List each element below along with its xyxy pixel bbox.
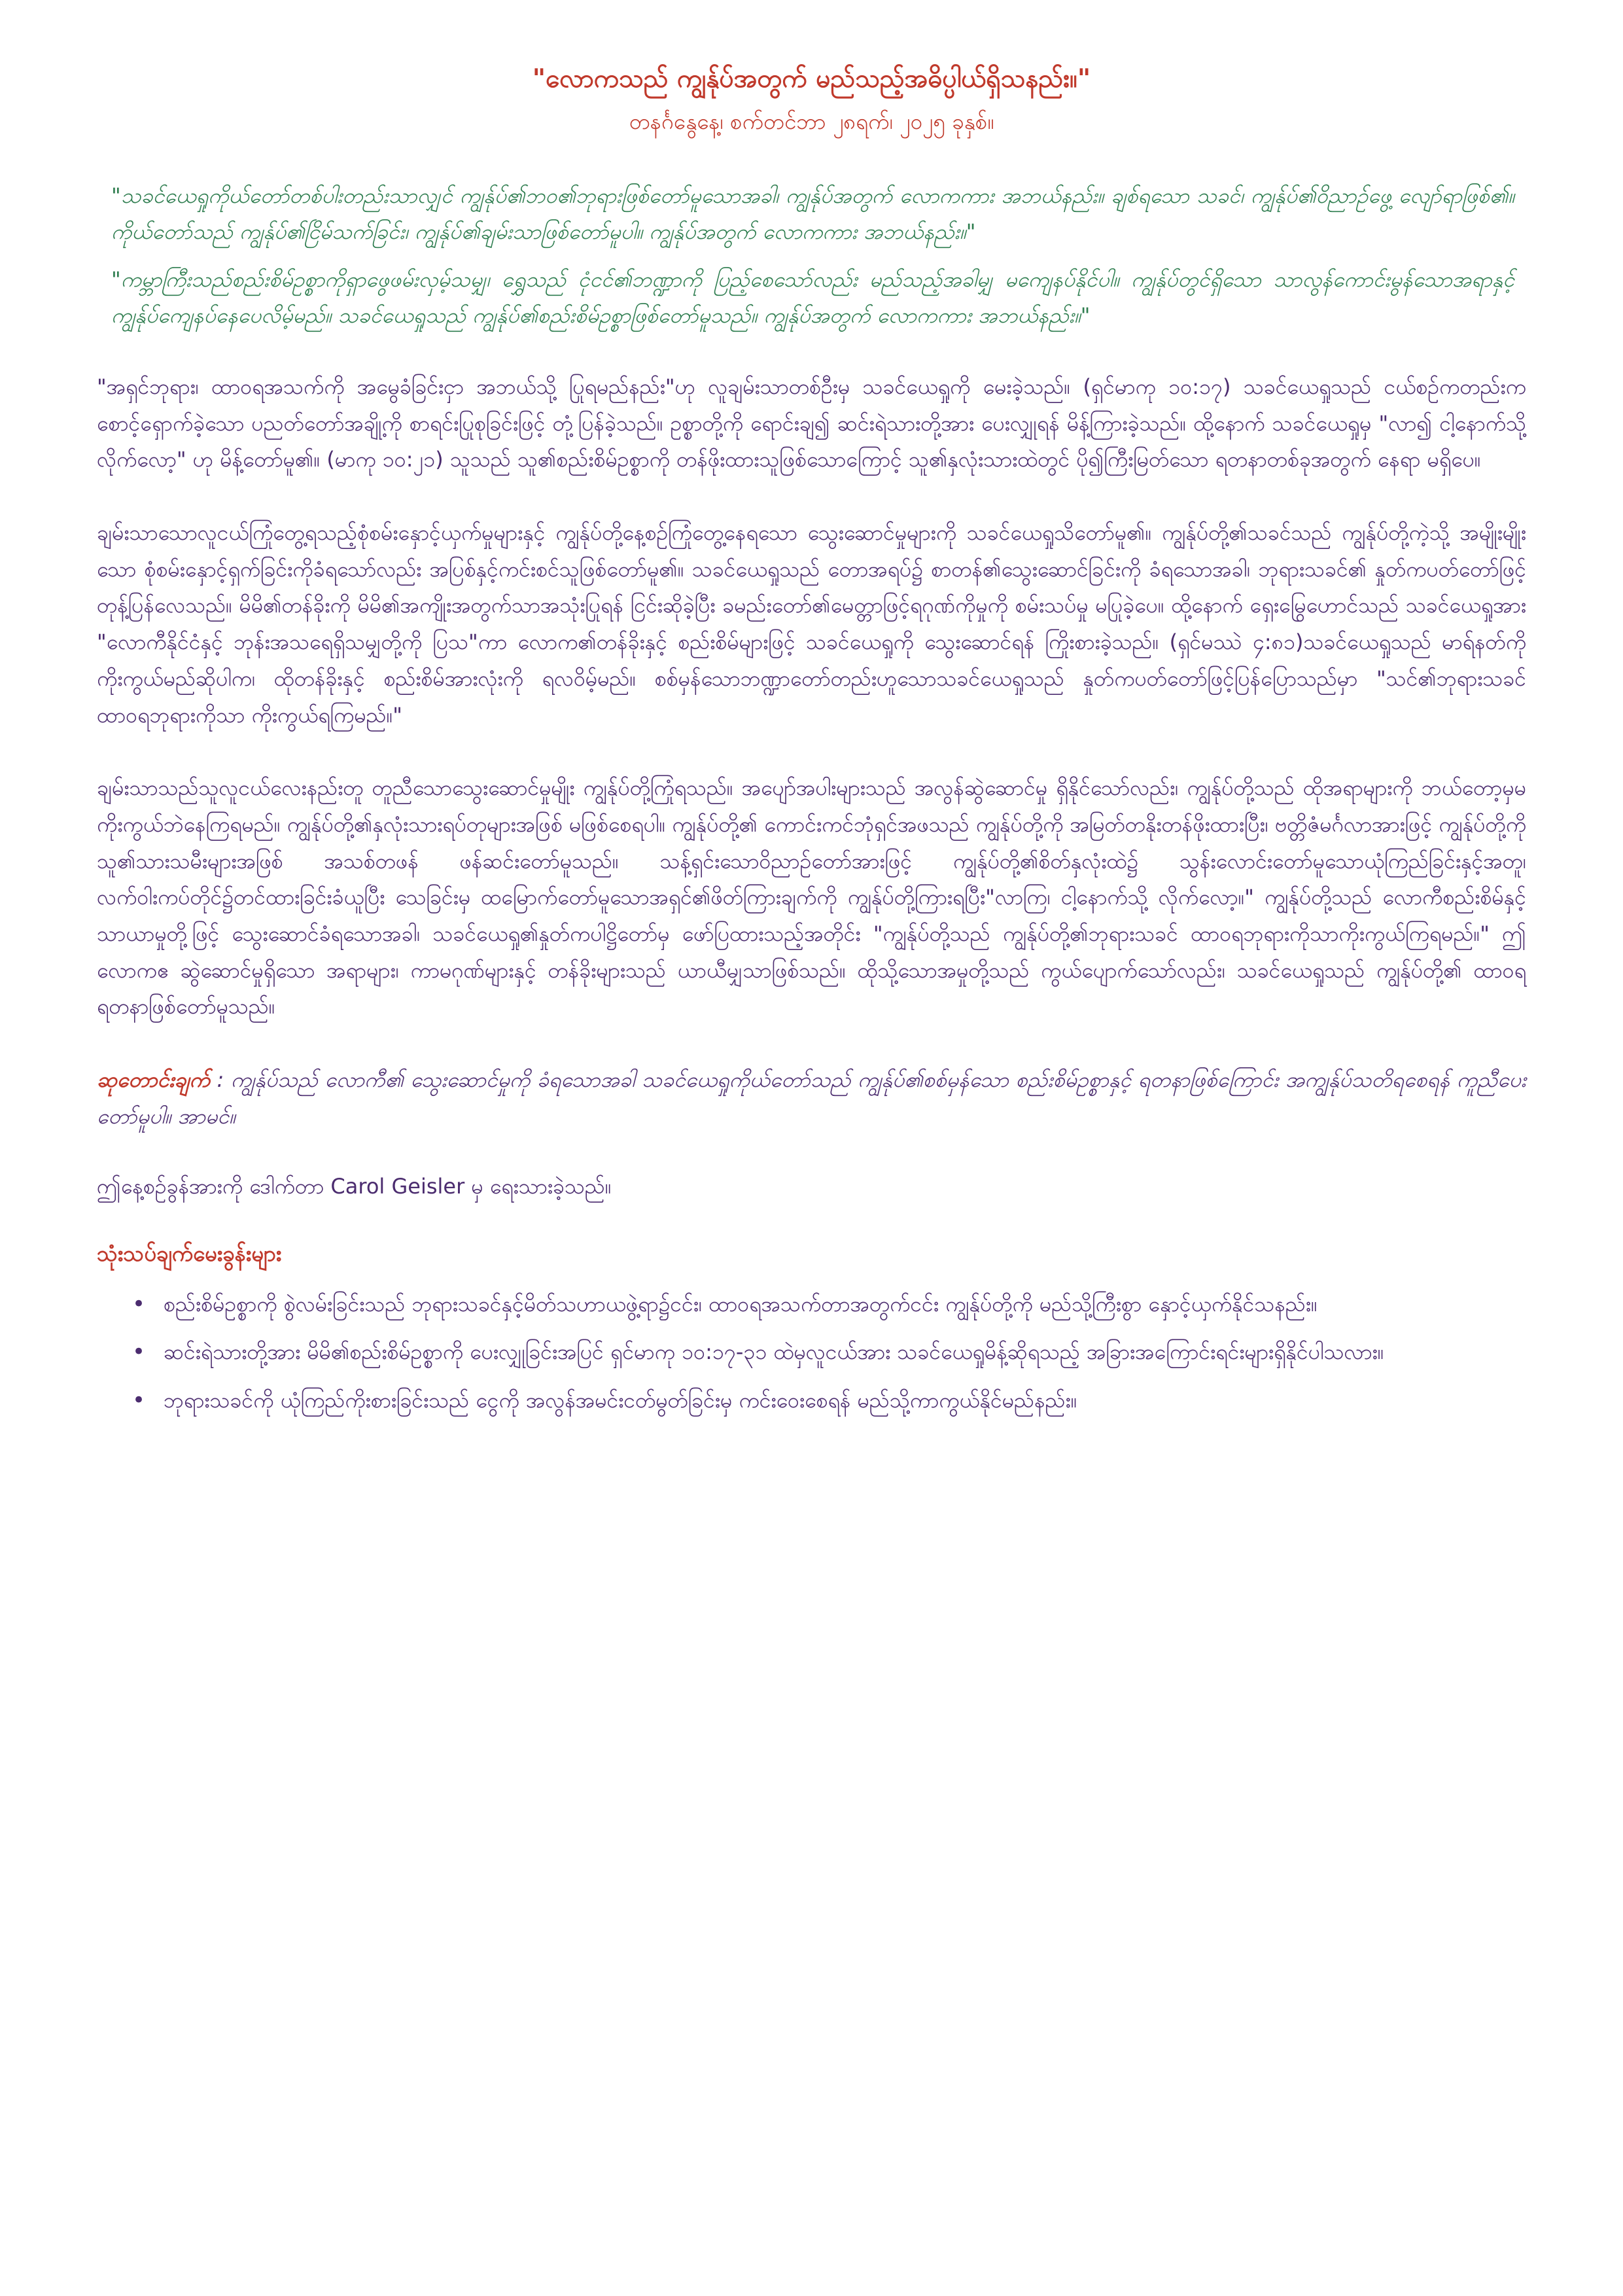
page-subtitle: တနင်္ဂနွေနေ့၊ စက်တင်ဘာ ၂၈ရက်၊ ၂၀၂၅ ခုနှစ်။ xyxy=(629,108,994,134)
scripture-quote-1: "သခင်ယေရှုကိုယ်တော်တစ်ပါးတည်းသာလျှင် ကျွန်ုပ်၏ဘဝ၏ဘုရားဖြစ်တော်မူသောအခါ၊ ကျွန်ုပ်အတွက် လောကကား အဘယ်နည်း။ ချစ်ရသော သခင်၊ ကျွန်ုပ်၏ဝိညာဉ်ဖွေ့ လျော်ရာဖြစ်၏။ ကိုယ်တော်သည် ကျွန်ုပ်၏ငြိမ်သက်ခြင်း၊ ကျွန်ုပ်၏ချမ်းသာဖြစ်တော်မူပါ။ ကျွန်ုပ်အတွက် လောကကား အဘယ်နည်း။" xyxy=(111,183,1514,245)
page-title: "လောကသည် ကျွန်ုပ်အတွက် မည်သည့်အဓိပ္ပါယ်ရှိသနည်း။" xyxy=(532,64,1091,94)
author-credit: ဤနေ့စဉ်ခွန်အားကို ဒေါက်တာ Carol Geisler မှ ရေးသားခဲ့သည်။ xyxy=(97,1174,612,1199)
list-item: • ဘုရားသခင်ကို ယုံကြည်ကိုးစားခြင်းသည် ငွေကို အလွန်အမင်းငတ်မွတ်ခြင်းမှ ကင်းဝေးစေရန် မည်သို့ကာကွယ်နိုင်မည်နည်း။ xyxy=(127,1383,1526,1419)
body-paragraph-1: "အရှင်ဘုရား၊ ထာဝရအသက်ကို အမွေခံခြင်းငှာ အဘယ်သို့ ပြုရမည်နည်း"ဟု လူချမ်းသာတစ်ဦးမှ သခင်ယေရှုကို မေးခဲ့သည်။ (ရှင်မာကု ၁၀:၁၇) သခင်ယေရှုသည် ငယ်စဉ်ကတည်းက စောင့်ရှောက်ခဲ့သော ပညတ်တော်အချို့ကို စာရင်းပြုစုခြင်းဖြင့် တုံ့ပြန်ခဲ့သည်။ ဥစ္စာတို့ကို ရောင်းချ၍ ဆင်းရဲသားတို့အား ပေးလျှုရန် မိန့်ကြားခဲ့သည်။ ထို့နောက် သခင်ယေရှုမှ "လာ၍ ငါ့နောက်သို့ လိုက်လော့" ဟု မိန့်တော်မူ၏။ (မာကု ၁၀:၂၁) သူသည် သူ၏စည်းစိမ်ဥစ္စာကို တန်ဖိုးထားသူဖြစ်သောကြောင့် သူ၏နှလုံးသားထဲတွင် ပို၍ကြီးမြတ်သော ရတနာတစ်ခုအတွက် နေရာ မရှိပေ။ xyxy=(97,374,1526,472)
prayer-label: ဆုတောင်းချက် xyxy=(97,1067,210,1092)
list-item: • စည်းစိမ်ဥစ္စာကို စွဲလမ်းခြင်းသည် ဘုရားသခင်နှင့်မိတ်သဟာယဖွဲ့ရာ၌ငင်း၊ ထာဝရအသက်တာအတွက်ငင်း ကျွန်ုပ်တို့ကို မည်သို့ကြီးစွာ နှောင့်ယှက်နိုင်သနည်း။ xyxy=(127,1286,1526,1323)
questions-heading: သုံးသပ်ချက်မေးခွန်းများ xyxy=(97,1240,282,1266)
body-paragraph-2: ချမ်းသာသောလူငယ်ကြုံတွေ့ရသည့်စုံစမ်းနှောင့်ယှက်မှုများနှင့် ကျွန်ုပ်တို့နေ့စဉ်ကြုံတွေ့နေရသော သွေးဆောင်မှုများကို သခင်ယေရှုသိတော်မူ၏။ ကျွန်ုပ်တို့၏သခင်သည် ကျွန်ုပ်တို့ကဲ့သို့ အမျိုးမျိုးသော စုံစမ်းနှောင့်ရှက်ခြင်းကိုခံရသော်လည်း အပြစ်နှင့်ကင်းစင်သူဖြစ်တော်မူ၏။ သခင်ယေရှုသည် တောအရပ်၌ စာတန်၏သွေးဆောင်ခြင်းကို ခံရသောအခါ၊ ဘုရားသခင်၏ နှုတ်ကပတ်တော်ဖြင့် တုန့်ပြန်လေသည်။ မိမိ၏တန်ခိုးကို မိမိ၏အကျိုးအတွက်သာအသုံးပြုရန် ငြင်းဆိုခဲ့ပြီး ခမည်းတော်၏မေတ္တာဖြင့်ရဂုဏ်ကိုမှုကို စမ်းသပ်မှု မပြုခဲ့ပေ။ ထို့နောက် ရှေးမြွေဟောင်သည် သခင်ယေရှုအား "လောကီနိုင်ငံနှင့် ဘုန်းအသရေရှိသမျှတို့ကို ပြသ"ကာ လောက၏တန်ခိုးနှင့် စည်းစိမ်များဖြင့် သခင်ယေရှုကို သွေးဆောင်ရန် ကြိုးစားခဲ့သည်။ (ရှင်မဿဲ ၄:၈၁)သခင်ယေရှုသည် မာရ်နတ်ကို ကိုးကွယ်မည်ဆိုပါက၊ ထိုတန်ခိုးနှင့် စည်းစိမ်အားလုံးကို ရလဝိမ့်မည်။ စစ်မှန်သောဘဏ္ဍာတော်တည်းဟူသောသခင်ယေရှုသည် နှုတ်ကပတ်တော်ဖြင့်ပြန်ပြောသည်မှာ "သင်၏ဘုရားသခင်ထာဝရဘုရားကိုသာ ကိုးကွယ်ရကြမည်။" xyxy=(97,520,1526,728)
prayer-text: : ကျွန်ုပ်သည် လောကီ၏ သွေးဆောင်မှုကို ခံရသောအခါ သခင်ယေရှုကိုယ်တော်သည် ကျွန်ုပ်၏စစ်မှန်သော စည်းစိမ်ဥစ္စာနှင့် ရတနာဖြစ်ကြောင်း အကျွန်ုပ်သတိရစေရန် ကူညီပေးတော်မူပါ။ အာမင်။ xyxy=(97,1067,1527,1129)
questions-list xyxy=(97,1286,1526,1419)
scripture-quote-2: "ကမ္ဘာကြီးသည်စည်းစိမ်ဥစ္စာကိုရှာဖွေဖမ်းလှမ့်သမျှ၊ ရွှေသည် ငုံငင်၏ဘဏ္ဍာကို ပြည့်စေသော်လည်း မည်သည့်အခါမျှ မကျေနပ်နိုင်ပါ။ ကျွန်ုပ်တွင်ရှိသော သာလွန်ကောင်းမွန်သောအရာနှင့် ကျွန်ုပ်ကျေနပ်နေပေလိမ့်မည်။ သခင်ယေရှုသည် ကျွန်ုပ်၏စည်းစိမ်ဥစ္စာဖြစ်တော်မူသည်။ ကျွန်ုပ်အတွက် လောကကား အဘယ်နည်း။" xyxy=(111,267,1514,328)
list-item: • ဆင်းရဲသားတို့အား မိမိ၏စည်းစိမ်ဥစ္စာကို ပေးလျှုခြင်းအပြင် ရှင်မာကု ၁၀:၁၇-၃၁ ထဲမှလူငယ်အား သခင်ယေရှုမိန့်ဆိုရသည့် အခြားအကြောင်းရင်းများရှိနိုင်ပါသလား။ xyxy=(127,1334,1526,1371)
body-paragraph-3: ချမ်းသာသည်သူလူငယ်လေးနည်းတူ တူညီသောသွေးဆောင်မှုမျိုး ကျွန်ုပ်တို့ကြုံရသည်။ အပျော်အပါးများသည် အလွန်ဆွဲဆောင်မှု ရှိနိုင်သော်လည်း၊ ကျွန်ုပ်တို့သည် ထိုအရာများကို ဘယ်တော့မှမကိုးကွယ်ဘဲနေကြရမည်။ ကျွန်ုပ်တို့၏နှလုံးသားရပ်တုများအဖြစ် မဖြစ်စေရပါ။ ကျွန်ုပ်တို့၏ ကောင်းကင်ဘုံရှင်အဖသည် ကျွန်ုပ်တို့ကို အမြတ်တနိုးတန်ဖိုးထားပြီး၊ ဗတ္တိဇံမင်္ဂလာအားဖြင့် ကျွန်ုပ်တို့ကို သူ၏သားသမီးများအဖြစ် အသစ်တဖန် ဖန်ဆင်းတော်မူသည်။ သန့်ရှင်းသောဝိညာဉ်တော်အားဖြင့် ကျွန်ုပ်တို့၏စိတ်နှလုံးထဲ၌ သွန်းလောင်းတော်မူသောယုံကြည်ခြင်းနှင့်အတူ၊ လက်ဝါးကပ်တိုင်၌တင်ထားခြင်းခံယူပြီး သေခြင်းမှ ထမြောက်တော်မူသောအရှင်၏ဖိတ်ကြားချက်ကို ကျွန်ုပ်တို့ကြားရပြီး"လာကြ၊ ငါ့နောက်သို့ လိုက်လော့။" ကျွန်ုပ်တို့သည် လောကီစည်းစိမ်နှင့် သာယာမှုတို့ဖြင့် သွေးဆောင်ခံရသောအခါ၊ သခင်ယေရှု၏နှုတ်ကပါဋ္ဌိတော်မှ ဖော်ပြထားသည့်အတိုင်း "ကျွန်ုပ်တို့သည် ကျွန်ုပ်တို့၏ဘုရားသခင် ထာဝရဘုရားကိုသာကိုးကွယ်ကြရမည်။" ဤလောကဧ ဆွဲဆောင်မှုရှိသော အရာများ၊ ကာမဂုဏ်များနှင့် တန်ခိုးများသည် ယာယီမျှသာဖြစ်သည်။ ထိုသို့သောအမှုတို့သည် ကွယ်ပျောက်သော်လည်း၊ သခင်ယေရှုသည် ကျွန်ုပ်တို့၏ ထာဝရ ရတနာဖြစ်တော်မူသည်။ xyxy=(97,775,1526,1019)
prayer-block xyxy=(97,1062,1526,1135)
